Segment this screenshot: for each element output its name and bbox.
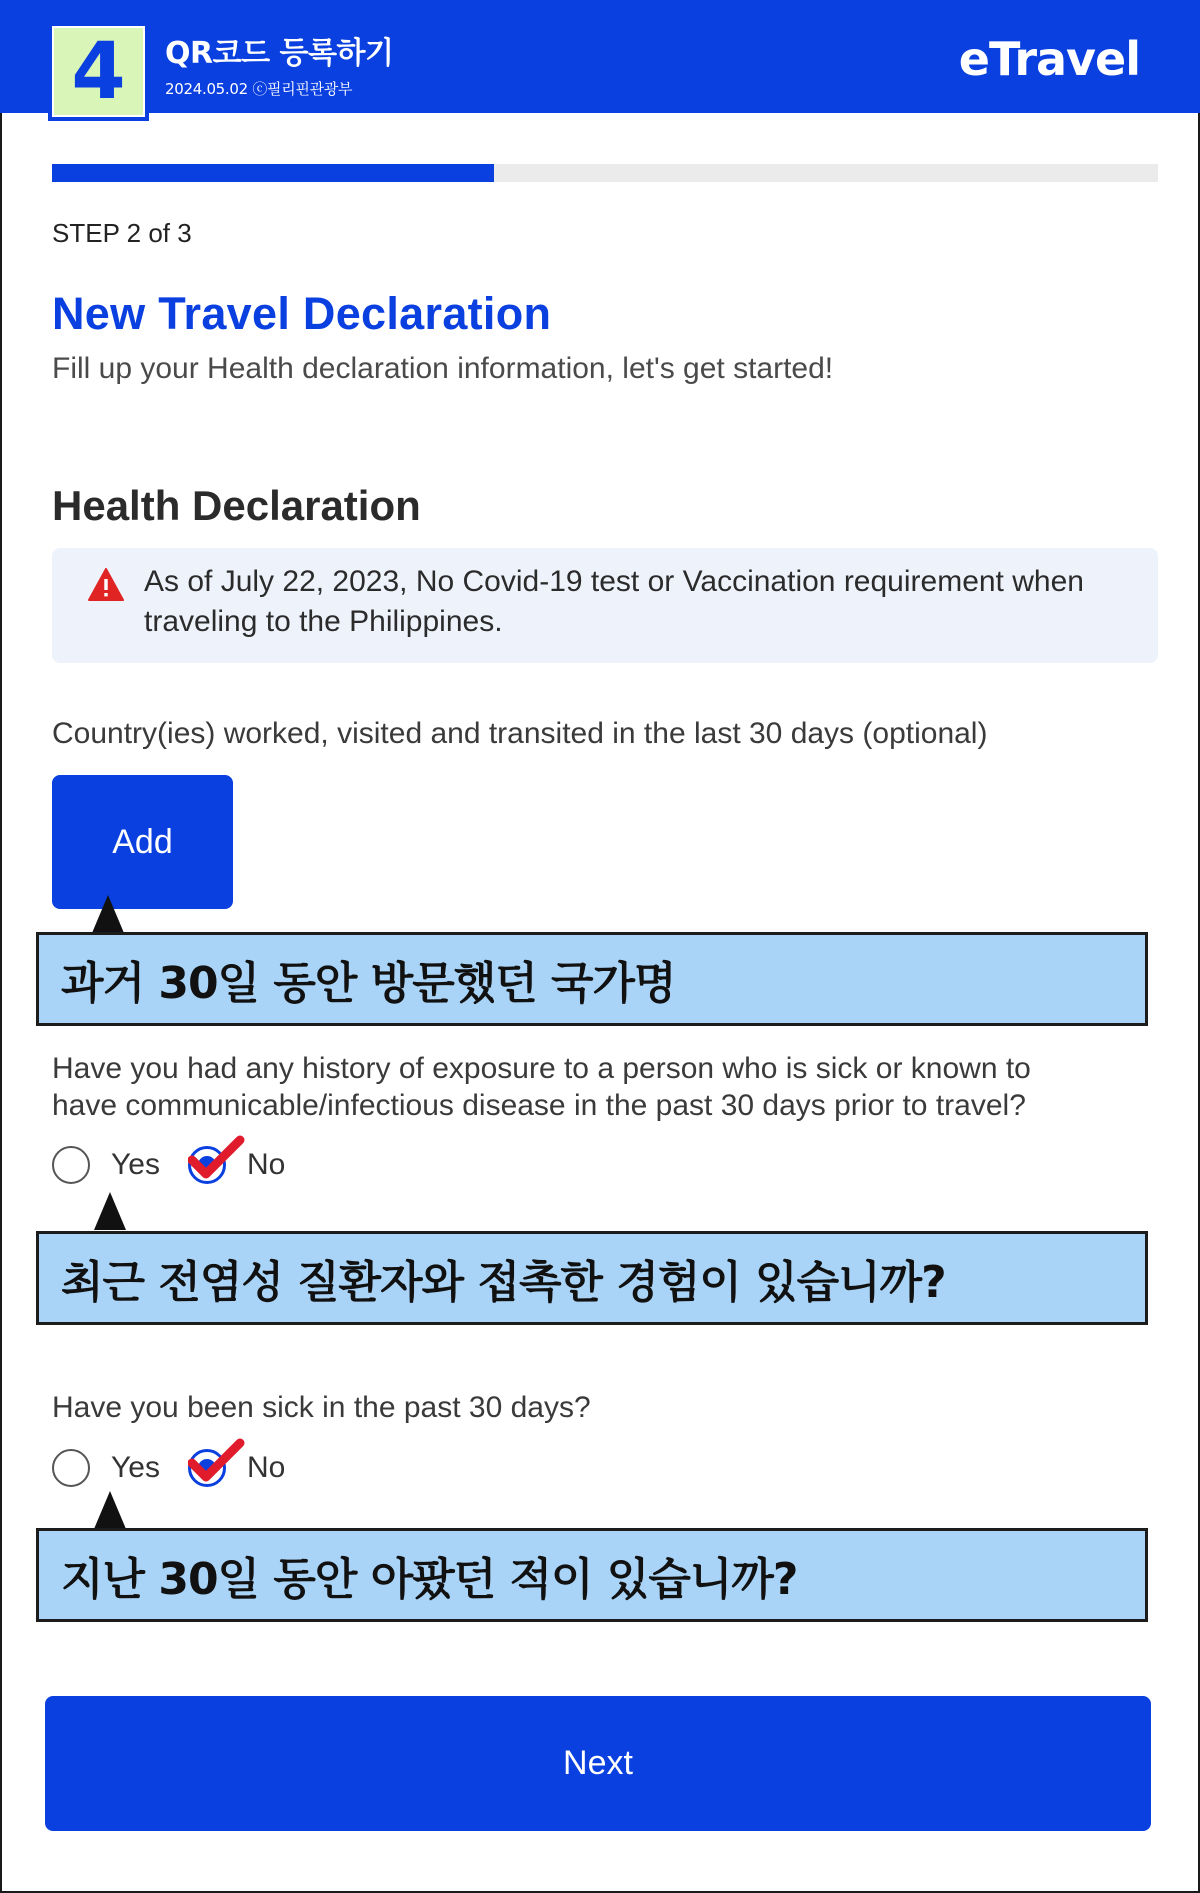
sick-yes-radio[interactable] — [52, 1449, 90, 1487]
exposure-yes-radio[interactable] — [52, 1146, 90, 1184]
callout-pointer — [92, 895, 124, 933]
header-subtitle: 2024.05.02 ⓒ필리핀관광부 — [165, 80, 353, 98]
exposure-question-line1: Have you had any history of exposure to a person who is sick or known to — [52, 1052, 1031, 1085]
exposure-yes-label: Yes — [111, 1148, 160, 1181]
progress-bar-fill — [52, 164, 494, 182]
progress-bar — [52, 164, 1158, 182]
alert-text: As of July 22, 2023, No Covid-19 test or Vaccination requirement when traveling to the Philippines. — [144, 565, 1084, 638]
callout-pointer — [94, 1491, 126, 1529]
exposure-no-label: No — [247, 1148, 286, 1181]
sick-yes-label: Yes — [111, 1451, 160, 1484]
app-header — [0, 0, 1200, 117]
info-alert — [52, 548, 1158, 663]
exposure-question-line2: have communicable/infectious disease in the past 30 days prior to travel? — [52, 1089, 1026, 1122]
red-checkmark-icon — [188, 1437, 246, 1487]
callout-countries: 과거 30일 동안 방문했던 국가명 — [36, 932, 1148, 1026]
page-title: New Travel Declaration — [52, 288, 552, 339]
red-checkmark-icon — [188, 1134, 246, 1184]
section-title: Health Declaration — [52, 482, 421, 529]
callout-pointer — [94, 1192, 126, 1230]
add-country-button[interactable]: Add — [52, 775, 233, 909]
exposure-question — [52, 1050, 1031, 1124]
next-button[interactable]: Next — [45, 1696, 1151, 1831]
etravel-logo: eTravel — [958, 32, 1140, 86]
step-indicator: STEP 2 of 3 — [52, 218, 192, 248]
sick-question: Have you been sick in the past 30 days? — [52, 1391, 591, 1424]
page-subtitle: Fill up your Health declaration information, let's get started! — [52, 352, 834, 385]
warning-triangle-icon — [88, 568, 124, 602]
header-title: QR코드 등록하기 — [165, 36, 394, 71]
sick-no-label: No — [247, 1451, 286, 1484]
countries-label: Country(ies) worked, visited and transited in the last 30 days (optional) — [52, 717, 988, 750]
step-number-badge: 4 — [48, 22, 149, 121]
callout-sick: 지난 30일 동안 아팠던 적이 있습니까? — [36, 1528, 1148, 1622]
callout-exposure: 최근 전염성 질환자와 접촉한 경험이 있습니까? — [36, 1231, 1148, 1325]
